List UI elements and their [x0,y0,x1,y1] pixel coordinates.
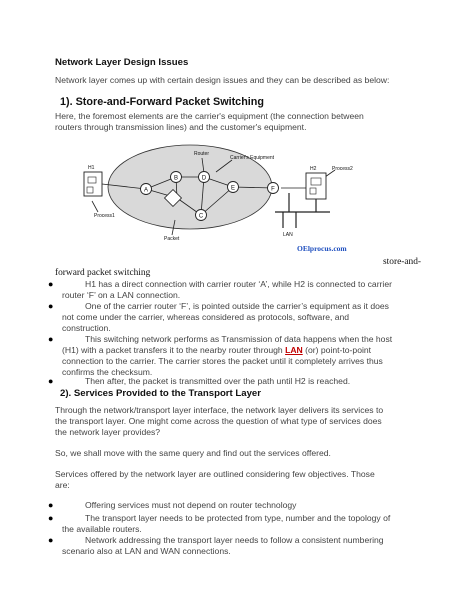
bullet1-3-line1: This switching network performs as Transmission of data happens when the host [85,334,393,344]
router-a-label: A [143,187,149,194]
packet-label: Packet [164,236,180,242]
carrier-equipment-label: Carrier's Equipment [230,155,275,161]
bullet-marker: ● [48,500,54,510]
section2-p1-line1: Through the network/transport layer interface, the network layer delivers its services to [55,405,384,415]
bullet-marker: ● [48,535,54,545]
router-d-label: D [201,175,207,182]
lan-label: LAN [283,232,293,238]
section1-heading: 1). Store-and-Forward Packet Switching [60,96,264,108]
bullet1-1-line2: router ‘F’ on a LAN connection. [62,290,181,300]
h1-label: H1 [88,165,95,171]
section2-p1-line3: the network layer provides? [55,427,161,437]
process2-label: Process2 [332,166,353,172]
router-b-label: B [173,175,179,182]
bullet-marker: ● [48,301,54,311]
section2-heading: 2). Services Provided to the Transport Layer [60,388,262,399]
router-e-label: E [230,185,236,192]
section1-line2: routers through transmission lines) and the customer's equipment. [55,122,307,132]
bullet2-1-line1: Offering services must not depend on router technology [85,500,297,510]
bullet1-4-line1: Then after, the packet is transmitted over the path until H2 is reached. [85,376,351,386]
section2-p1-line2: the transport layer. One might come across the question of what type of services does [55,416,382,426]
router-f-label: F [271,186,275,193]
router-label: Router [194,151,210,157]
bullet2-3-line2: scenario also at LAN and WAN connections. [62,546,231,556]
host-h2-box [306,173,326,199]
bullet1-3-line2-after: (or) point-to-point [305,345,372,355]
process1-label: Process1 [94,213,115,219]
bullet1-3-line3: connection to the carrier. The carrier stores the packet until it completely arrives thus [62,356,383,366]
caption-left: forward packet switching [55,268,151,278]
bullet1-3-line4: confirms the checksum. [62,367,153,377]
bullet1-2-line1: One of the carrier router ‘F’, is pointed outside the carrier’s equipment as it does [85,301,389,311]
watermark-text: OElprocus.com [297,244,347,253]
h2-label: H2 [310,166,317,172]
bullet1-3-line2-text: (H1) with a packet transfers it to the nearby router through [62,345,283,355]
intro-text: Network layer comes up with certain design issues and they can be described as below: [55,75,390,85]
bullet-marker: ● [48,334,54,344]
store-and-forward-diagram [80,140,370,270]
bullet2-2-line1: The transport layer needs to be protected from type, number and the topology of [85,513,391,523]
page-title: Network Layer Design Issues [55,57,189,68]
bullet1-1-line1: H1 has a direct connection with carrier router ‘A’, while H2 is connected to carrier [85,279,392,289]
router-c-label: C [198,213,204,220]
section2-p3-line2: are: [55,480,70,490]
section2-p2: So, we shall move with the same query and find out the services offered. [55,448,331,458]
bullet1-2-line3: construction. [62,323,111,333]
lan-link[interactable]: LAN [285,345,303,355]
bullet2-3-line1: Network addressing the transport layer needs to follow a consistent numbering [85,535,384,545]
bullet2-2-line2: the available routers. [62,524,142,534]
bullet-marker: ● [48,279,54,289]
section2-p3-line1: Services offered by the network layer are outlined considering few objectives. Those [55,469,375,479]
bullet-marker: ● [48,376,54,386]
section1-line1: Here, the foremost elements are the carrier's equipment (the connection between [55,111,364,121]
bullet1-2-line2: not come under the carrier, whereas considered as protocols, software, and [62,312,350,322]
bullet-marker: ● [48,513,54,523]
caption-right: store-and- [383,257,422,267]
bullet1-3-line2 [62,345,371,356]
